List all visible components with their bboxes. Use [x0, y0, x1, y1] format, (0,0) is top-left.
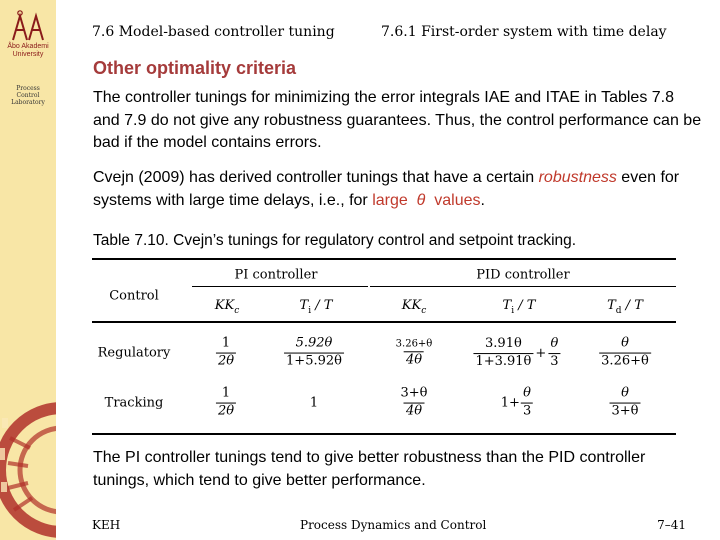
- pi-controller-header: PI controller: [234, 267, 318, 283]
- university-logo-icon: [11, 10, 45, 42]
- university-name-line2: University: [12, 51, 44, 58]
- pid-controller-header: PID controller: [476, 267, 570, 283]
- header-section-title: 7.6 Model-based controller tuning: [92, 24, 335, 40]
- large-emphasis: large: [372, 191, 408, 209]
- robustness-emphasis: robustness: [538, 169, 617, 186]
- table-header-rule: [92, 321, 676, 323]
- lab-name-line2: Control: [16, 92, 40, 99]
- pid-regulatory-kkc: $\frac{3.26+\theta}{4\theta}$: [395, 338, 433, 367]
- pid-ti-header: $T_i$ / T: [502, 298, 536, 316]
- control-column-header: Control: [109, 288, 159, 304]
- row-label-regulatory: Regulatory: [97, 345, 171, 361]
- table-group-rule-pi: [192, 286, 368, 287]
- pid-regulatory-td: $\frac{\theta}{3.26+\theta}$: [601, 335, 649, 369]
- footer-course-title: Process Dynamics and Control: [300, 518, 487, 532]
- table-top-rule: [92, 258, 676, 260]
- footer-author: KEH: [92, 518, 121, 532]
- header-subsection-title: 7.6.1 First-order system with time delay: [381, 24, 667, 40]
- pi-tracking-ti: 1: [309, 395, 319, 411]
- pi-kkc-header: $KK_c$: [214, 298, 240, 316]
- values-emphasis: values: [434, 191, 481, 209]
- university-seal-watermark-icon: [0, 378, 56, 540]
- table-group-rule-pid: [370, 286, 676, 287]
- pid-tracking-ti: 1+ $\frac{\theta}{3}$: [500, 385, 532, 419]
- pi-regulatory-kkc: $\frac{1}{2\theta}$: [217, 335, 235, 369]
- paragraph-cvejn: [93, 167, 703, 212]
- tuning-table: [92, 256, 676, 436]
- pid-tracking-td: $\frac{\theta}{3+\theta}$: [611, 385, 639, 419]
- pid-regulatory-ti: $\frac{3.91\theta}{1+3.91\theta}$ + $\frac{\theta}{3}$: [475, 336, 559, 369]
- lab-name-line1: Process: [16, 85, 40, 92]
- pi-regulatory-ti: $\frac{5.92\theta}{1+5.92\theta}$: [286, 335, 342, 369]
- pid-td-header: $T_d$ / T: [607, 298, 643, 316]
- paragraph-conclusion: The PI controller tunings tend to give better robustness than the PID controller tunings, which tend to give better performance.: [93, 449, 646, 489]
- pi-tracking-kkc: $\frac{1}{2\theta}$: [217, 385, 235, 419]
- footer-page-number: 7–41: [657, 518, 686, 532]
- paragraph-text: even for systems with large time delays, i.e., for: [93, 169, 680, 209]
- slide-title: Other optimality criteria: [93, 58, 297, 78]
- pid-kkc-header: $KK_c$: [401, 298, 427, 316]
- table-bottom-rule: [92, 433, 676, 435]
- table-caption: Table 7.10. Cvejn’s tunings for regulatory control and setpoint tracking.: [93, 232, 577, 249]
- sidebar: [0, 0, 56, 540]
- paragraph-robustness-note: The controller tunings for minimizing the error integrals IAE and ITAE in Tables 7.8 and 7.9 do not give any robustness guarantees. Thus, the control performance can be bad if the model contains errors.: [93, 89, 702, 151]
- pi-ti-header: $T_i$ / T: [299, 298, 333, 316]
- lab-name-line3: Laboratory: [11, 99, 45, 106]
- row-label-tracking: Tracking: [104, 395, 164, 411]
- pid-tracking-kkc: $\frac{3+\theta}{4\theta}$: [400, 385, 428, 419]
- theta-symbol: θ: [416, 191, 426, 209]
- paragraph-text: .: [480, 191, 485, 209]
- paragraph-text: Cvejn (2009) has derived controller tunings that have a certain: [93, 169, 539, 186]
- university-name-line1: Åbo Akademi: [7, 43, 49, 50]
